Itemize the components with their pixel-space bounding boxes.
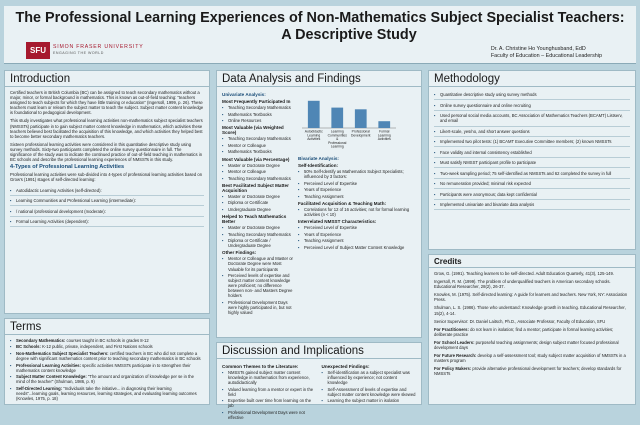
implication-text: develop a self-assessment tool; study subject matter acquisition of NMSSTs in a masters program [434, 353, 626, 364]
reference: Knowles, M. (1975). Self-directed learning: A guide for learners and teachers. New York, NY: Association Press. [434, 292, 628, 303]
list-item: ▪ Self-Assessment of levels of expertise and subject matter content knowledge were skewed [322, 387, 417, 397]
list-item: ▪ / national /professional development (moderate): [10, 206, 204, 216]
terms-panel [4, 318, 210, 405]
methodology-panel [428, 70, 636, 250]
term-definition: "The amount and organization of knowledge per se in the mind of the teacher" (Shulman, 1986, p. 9) [16, 374, 194, 385]
terms-heading: Terms [5, 319, 209, 335]
list-item: ▪ Expertise built over time from learning on the job [222, 398, 317, 408]
most-frequent-heading: Most Frequently Participated In [222, 99, 291, 105]
best-facilitated-heading: Best Facilitated Subject Matter Acquisition [222, 182, 289, 193]
list-item: ▪ No remuneration provided; minimal risk expected [434, 179, 630, 189]
term-label: Professional Learning Activities: [16, 362, 82, 368]
implication-text: purposeful teaching assignments; design subject matter focused professional development days [434, 339, 619, 351]
common-themes-heading: Common Themes to the Literature: [222, 364, 299, 369]
logo-text [53, 44, 143, 56]
term-definition: courses taught in BC schools in grades 8-12 [65, 338, 149, 343]
list-item: ▪ Online survey questionnaire and online recruiting [434, 100, 630, 110]
list-item: ▪ Valued learning from a mentor or expert in the field [222, 387, 317, 397]
types-intro: Professional learning activities were sub-divided into 4-types of professional learning activities based on Grow's (1991) stages of self-directed learning: [10, 172, 203, 183]
list-item: ▪ Teaching Assignment [298, 194, 416, 199]
most-valuable-weighted-heading: Most Valuable (via Weighted Score) [222, 125, 284, 136]
reference: Ingersoll, R. M. (1999). The problem of underqualified teachers in American secondary schools. Educational Researcher, 28(2), 26-37. [434, 279, 611, 290]
term-definition: certified teachers in BC who did not complete a degree with significant mathematics content prior to teaching secondary mathematics in BC schools [16, 350, 201, 362]
author-block [491, 46, 602, 60]
list-item: ▪ Teaching Secondary Mathematics [222, 105, 293, 110]
chart-bar [308, 101, 320, 128]
most-valuable-weighted-list [222, 136, 293, 154]
list-item: ▪ Used personal social media accounts, BC Association of Mathematics Teachers (BCAMT) Listserv, and email [434, 111, 630, 127]
common-themes-list [222, 370, 317, 420]
chart-bar [378, 121, 390, 128]
term-definition: K-12 public, private, independent, and First Nations schools [40, 344, 153, 350]
intro-paragraph: Sixteen professional learning activities were considered in this quantitative descriptive study using survey methods. Sixty-two participants completed the online survey questionnaire in full. The significance of the study was to indicate the continued practice of out-of-field teaching in mathematics in BC schools and describe the professional learning experiences of NMSSTs in this study. [10, 141, 203, 163]
list-item [10, 363, 204, 373]
interrelated-list [298, 225, 416, 250]
implication-label: For Practitioners: [434, 326, 469, 332]
sfu-logo [26, 38, 143, 62]
data-analysis-heading: Data Analysis and Findings [217, 71, 421, 87]
implication [434, 353, 630, 363]
helped-list [222, 225, 293, 248]
list-item: ▪ Formal Learning Activities (dependent): [10, 217, 204, 227]
methodology-list [434, 90, 630, 210]
list-item [10, 351, 204, 361]
univariate-heading: Univariate Analysis: [222, 92, 266, 97]
intro-paragraph: Certified teachers in British Columbia (BC) can be assigned to teach secondary mathematics without a major, minor, or formal background in mathematics. This is known as out-of-field teaching: "teachers assigned to teach subjects for which they have little training or education" (Ingersoll, 1999, p. 26). These teachers must learn or relearn the subject matter to teach the subject. Subject matter content knowledge is foundational to pedagogical development. [10, 90, 204, 116]
logo-name: SIMON FRASER UNIVERSITY [53, 44, 144, 50]
implication-label: For Future Research: [434, 353, 477, 359]
list-item: ▪ Learning Communities and Professional Learning (intermediate): [10, 196, 204, 206]
implication-label: For School Leaders: [434, 339, 475, 345]
chart-bar [331, 108, 343, 128]
list-item: ▪ Master or Doctorate Degree [222, 194, 293, 199]
list-item: ▪ Master or Doctorate Degree [222, 225, 293, 230]
best-facilitated-list [222, 194, 293, 212]
list-item: ▪ Participants were anonymous; data kept confidential [434, 189, 630, 199]
list-item: ▪ Years of Experience [298, 187, 416, 192]
logo-mark: SFU [26, 42, 50, 59]
term-label: Self-Directed Learning: [16, 385, 63, 391]
discussion-panel [216, 342, 422, 421]
list-item: ▪ Learning the subject matter in isolation [322, 398, 417, 403]
list-item: ▪ Implemented two pilot tests: (1) BCAMT Executive Committee members; (2) known NMSSTs [434, 137, 630, 147]
intro-paragraph: This study investigates what professional learning activities non-mathematics subject specialist teachers (NMSSTs) participate in to gain subject matter content knowledge in mathematics, which activities these teachers believed best facilitated the acquisition of this knowledge, and which activities they helped best to become better secondary mathematics teachers. [10, 118, 203, 139]
term-label: BC Schools: [16, 344, 41, 350]
list-item: ▪ Diploma or Certificate / Undergraduate Degree [222, 238, 293, 248]
list-item: ▪ Teaching Secondary Mathematics [222, 232, 293, 237]
list-item: ▪ Perceived Level of Subject Matter Content Knowledge [298, 245, 416, 250]
list-item: ▪ Teaching Secondary Mathematics [222, 136, 293, 141]
title-line-1: The Professional Learning Experiences of Non-Mathematics Subject Specialist Teachers: [15, 10, 625, 26]
other-findings-heading: Other Findings: [222, 250, 257, 256]
facilitated-math-list [298, 207, 416, 217]
implication [434, 340, 630, 350]
terms-list [10, 338, 204, 401]
list-item: ▪ Autodidactic Learning Activities (self-directed): [10, 186, 204, 196]
helped-heading: Helped to Teach Mathematics Better [222, 213, 287, 224]
list-item: ▪ Perceived levels of expertise and subject matter content knowledge were proficient; no difference between non- and Masters Degree holders [222, 273, 293, 298]
list-item: ▪ Mathematics Textbooks [222, 112, 293, 117]
types-list [10, 186, 204, 228]
term-label: Subject Matter Content Knowledge: [16, 374, 87, 380]
list-item: ▪ Online Resources [222, 118, 293, 123]
introduction-panel [4, 70, 210, 314]
implication [434, 366, 630, 376]
term-definition: "Individuals take the initiative... in diagnosing their learning needs"...learning goals, learning resources, learning strategies, and evaluating learning outcomes (Knowles, 1975, p. 18) [16, 385, 197, 401]
reference: Grow, G. (1991). Teaching learners to be self-directed. Adult Education Quarterly, 41(3), 125-149. [434, 271, 615, 276]
list-item: ▪ Mathematics Textbooks [222, 149, 293, 154]
list-item [10, 374, 204, 384]
list-item: ▪ Self-identification as a subject specialist was influenced by experience; not content knowledge [322, 370, 417, 385]
discussion-heading: Discussion and Implications [217, 343, 421, 359]
list-item: ▪ Mentor or Colleague [222, 143, 293, 148]
list-item: ▪ Professional Development Days were not effective [222, 410, 317, 420]
list-item: ▪ NMSSTs gained subject matter content knowledge in mathematics from experience, autodidactically [222, 370, 317, 385]
implication-text: provide alternative professional development for teachers; develop standards for NMSSTs [434, 366, 622, 377]
self-identification-heading: Self-Identification: [298, 163, 339, 169]
list-item: ▪ Correlations for 12 of 16 activities; not for formal learning activities (n < 10) [298, 207, 416, 217]
implication [434, 327, 630, 337]
supervisor: Senior Supervisor: Dr. Daniel Laitsch, Ph.D., Associate Professor, Faculty of Education, SFU [434, 318, 606, 324]
list-item: ▪ Likert-scale, yes/no, and short answer questions [434, 127, 630, 137]
list-item: ▪ Perceived Level of Expertise [298, 225, 416, 230]
most-valuable-percent-list [222, 163, 293, 181]
most-frequent-list [222, 105, 293, 123]
interrelated-heading: Interrelated NMSST Characteristics: [298, 219, 377, 225]
poster-header [4, 6, 636, 64]
list-item: ▪ 50% Self-Identify as Mathematics Subject Specialists; influenced by 3 factors: [298, 169, 416, 179]
chart-category-label: Formal Learning Activities [377, 129, 391, 142]
list-item: ▪ Face validity and internal consistency established [434, 147, 630, 157]
chart-category-label: Learning Communities & Professional Learning [327, 129, 347, 149]
list-item: ▪ Master or Doctorate Degree [222, 163, 293, 168]
list-item: ▪ Mentor or Colleague [222, 169, 293, 174]
credits-panel [428, 254, 636, 405]
list-item: ▪ Undergraduate Degree [222, 207, 293, 212]
term-definition: specific activities NMSSTs participate in to strengthen their mathematics content knowledge [16, 362, 191, 373]
facilitated-math-heading: Facilitated Acquisition & Teaching Math: [298, 200, 387, 206]
bar-chart-svg [298, 92, 398, 154]
list-item: ▪ Two-week sampling period; 75 self-identified as NMSSTs and 62 completed the survey in full [434, 168, 630, 178]
list-item: ▪ Quantitative descriptive study using survey methods [434, 90, 630, 100]
introduction-heading: Introduction [5, 71, 209, 87]
implication-text: do not learn in isolation; find a mentor; participate in formal learning activities; deliberate practice [434, 326, 614, 337]
list-item: ▪ Perceived Level of Expertise [298, 181, 416, 186]
other-findings-list [222, 256, 293, 315]
unexpected-heading: Unexpected Findings: [321, 364, 370, 369]
data-analysis-panel [216, 70, 422, 338]
chart-bar [355, 109, 367, 128]
chart-category-label: Professional Development [351, 129, 371, 138]
list-item [10, 338, 204, 343]
title-line-2: A Descriptive Study [281, 27, 417, 43]
methodology-heading: Methodology [429, 71, 635, 87]
reference: Shulman, L. S. (1986). Those who understand: Knowledge growth in teaching. Educational Researcher, 15(2), 4-14. [434, 305, 626, 316]
list-item: ▪ Teaching Assignment [298, 238, 416, 243]
list-item: ▪ Years of Experience [298, 232, 416, 237]
types-heading: 4-Types of Professional Learning Activities [10, 164, 125, 171]
list-item: ▪ Must satisfy NMSST participant profile to participate [434, 158, 630, 168]
list-item: ▪ Implemented univariate and bivariate data analysis [434, 200, 630, 210]
author-name: Dr. A. Christine Ho Younghusband, EdD [490, 46, 586, 52]
logo-tagline: ENGAGING THE WORLD [53, 51, 104, 55]
implication-label: For Policy Makers: [434, 366, 472, 372]
most-valuable-percent-heading: Most Valuable (via Percentage) [222, 156, 290, 162]
term-label: Non-Mathematics Subject Specialist Teachers: [16, 350, 109, 356]
self-identification-list [298, 169, 416, 199]
term-label: Secondary Mathematics: [16, 338, 66, 343]
list-item: ▪ Teaching Secondary Mathematics [222, 176, 293, 181]
bivariate-heading: Bivariate Analysis: [298, 156, 339, 161]
list-item: ▪ Professional Development Days were highly participated in, but not highly valued [222, 300, 293, 315]
bar-chart [298, 92, 416, 154]
list-item [10, 386, 204, 401]
list-item [10, 344, 204, 349]
list-item: ▪ Mentor or Colleague and Master or Doctorate Degree were Most Valuable for its participants [222, 256, 293, 271]
author-affiliation: Faculty of Education – Educational Leadership [490, 53, 602, 59]
chart-category-label: Autodidactic Learning Activities [304, 129, 323, 142]
unexpected-list [322, 370, 417, 403]
credits-heading: Credits [429, 255, 635, 268]
list-item: ▪ Diploma or Certificate [222, 200, 293, 205]
